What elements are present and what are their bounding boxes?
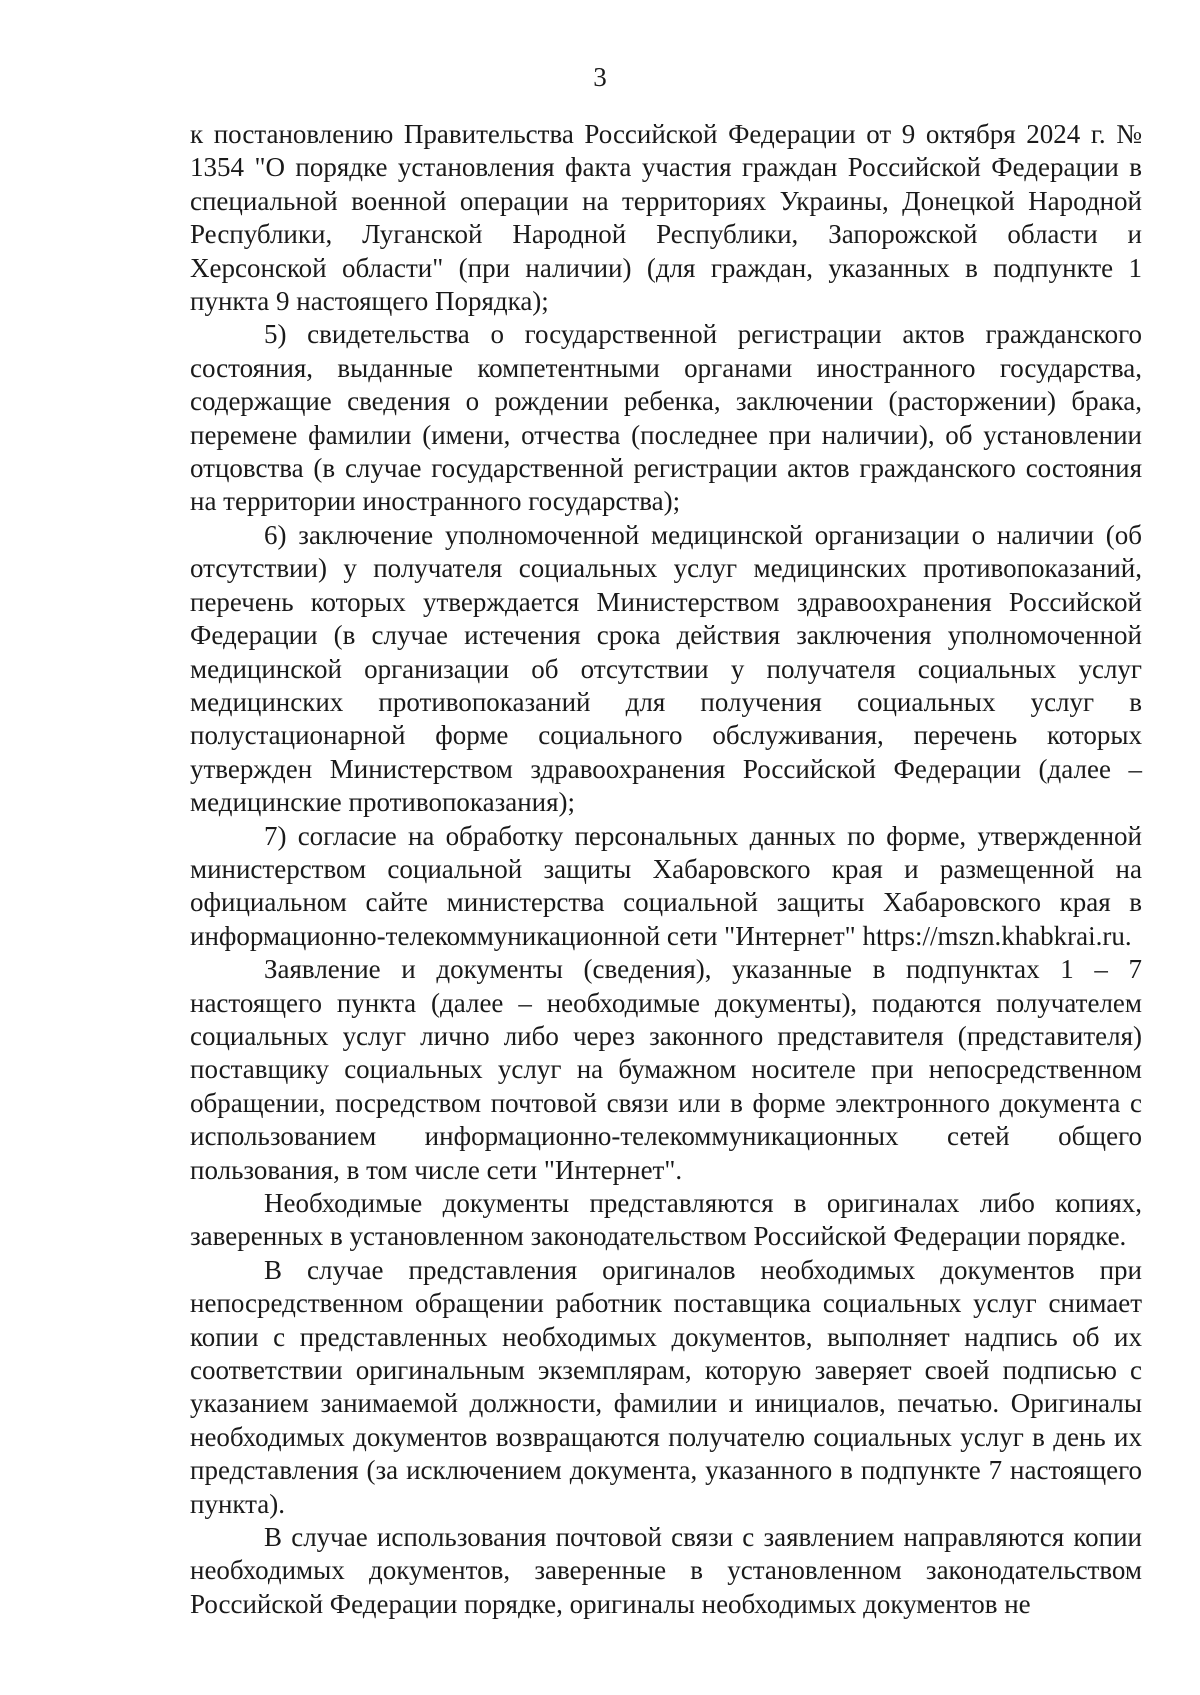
page-number: 3 bbox=[593, 62, 607, 92]
paragraph-postal-submission: В случае использования почтовой связи с заявлением направляются копии необходимых документов, заверенные в установленном законодательством Российской Федерации порядке, оригиналы необходимых документов не bbox=[190, 1522, 1142, 1619]
paragraph-item-6: 6) заключение уполномоченной медицинской организации о наличии (об отсутствии) у получателя социальных услуг медицинских противопоказаний, перечень которых утверждается Министерством здравоохранения Российской Федерации (в случае истечения срока действия заключения уполномоченной медицинской организации об отсутствии у получателя социальных услуг медицинских противопоказаний для получения социальных услуг в полустационарной форме социального обслуживания, перечень которых утвержден Министерством здравоохранения Российской Федерации (далее – медицинские противопоказания); bbox=[190, 519, 1142, 818]
paragraph-originals-copies: Необходимые документы представляются в оригиналах либо копиях, заверенных в установленном законодательством Российской Федерации порядке. bbox=[190, 1188, 1142, 1252]
paragraph-direct-submission: В случае представления оригиналов необходимых документов при непосредственном обращении работник поставщика социальных услуг снимает копии с представленных необходимых документов, выполняет надпись об их соответствии оригинальным экземплярам, которую заверяет своей подписью с указанием занимаемой должности, фамилии и инициалов, печатью. Оригиналы необходимых документов возвращаются получателю социальных услуг в день их представления (за исключением документа, указанного в подпункте 7 настоящего пункта). bbox=[190, 1254, 1142, 1519]
paragraph-continuation: к постановлению Правительства Российской Федерации от 9 октября 2024 г. № 1354 "О порядке установления факта участия граждан Российской Федерации в специальной военной операции на территориях Украины, Донецкой Народной Республики, Луганской Народной Республики, Запорожской области и Херсонской области" (при наличии) (для граждан, указанных в подпункте 1 пункта 9 настоящего Порядка); bbox=[190, 119, 1142, 317]
paragraph-item-7: 7) согласие на обработку персональных данных по форме, утвержденной министерством социальной защиты Хабаровского края и размещенной на официальном сайте министерства социальной защиты Хабаровского края в информационно-телекоммуникационной сети "Интернет" https://mszn.khabkrai.ru. bbox=[190, 820, 1142, 951]
paragraph-item-5: 5) свидетельства о государственной регистрации актов гражданского состояния, выданные компетентными органами иностранного государства, содержащие сведения о рождении ребенка, заключении (расторжении) брака, перемене фамилии (имени, отчества (последнее при наличии), об установлении отцовства (в случае государственной регистрации актов гражданского состояния на территории иностранного государства); bbox=[190, 319, 1142, 517]
document-body bbox=[190, 118, 1142, 1621]
paragraph-submission: Заявление и документы (сведения), указанные в подпунктах 1 – 7 настоящего пункта (далее – необходимые документы), подаются получателем социальных услуг лично либо через законного представителя (представителя) поставщику социальных услуг на бумажном носителе при непосредственном обращении, посредством почтовой связи или в форме электронного документа с использованием информационно-телекоммуникационных сетей общего пользования, в том числе сети "Интернет". bbox=[190, 954, 1142, 1185]
